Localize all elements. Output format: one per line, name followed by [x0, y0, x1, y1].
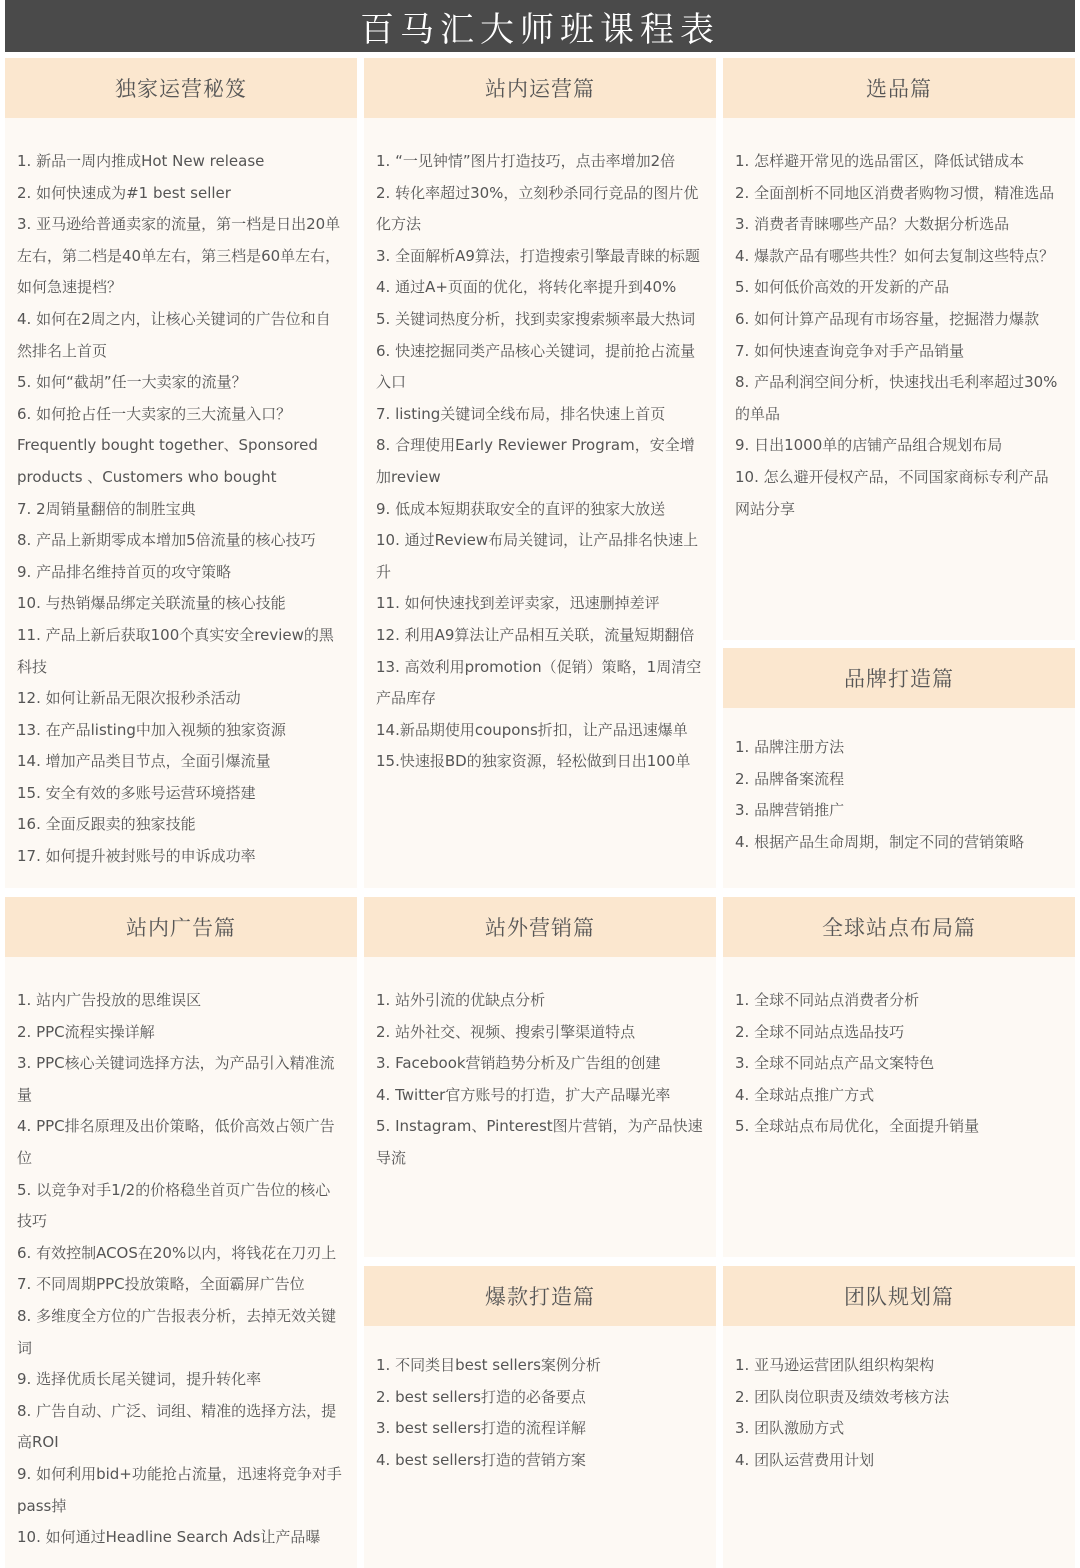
section-brand — [723, 648, 1075, 888]
list-item: 2. 站外社交、视频、搜索引擎渠道特点 — [376, 1022, 636, 1041]
section-onsite-ops — [364, 58, 716, 888]
list-item: 4. Twitter官方账号的打造，扩大产品曝光率 — [376, 1085, 671, 1104]
list-item: 3. Facebook营销趋势分析及广告组的创建 — [376, 1054, 661, 1073]
list-item: 10. 如何通过Headline Search Ads让产品曝 — [17, 1528, 321, 1547]
section-header: 站内运营篇 — [364, 58, 716, 118]
list-item: 1. 站外引流的优缺点分析 — [376, 991, 546, 1009]
list-item: 12. 如何让新品无限次报秒杀活动 — [17, 689, 241, 708]
list-item: 2. best sellers打造的必备要点 — [376, 1387, 586, 1406]
item-list — [5, 118, 357, 873]
list-item: 4. 全球站点推广方式 — [735, 1085, 875, 1104]
list-item: 1. 全球不同站点消费者分析 — [735, 991, 920, 1009]
section-team — [723, 1266, 1075, 1568]
list-item: 9. 如何利用bid+功能抢占流量，迅速将竞争对手pass掉 — [17, 1464, 342, 1515]
list-item: 2. 如何快速成为#1 best seller — [17, 183, 231, 202]
list-item: 10. 通过Review布局关键词，让产品排名快速上升 — [376, 531, 699, 581]
list-item: 5. 以竞争对手1/2的价格稳坐首页广告位的核心技巧 — [17, 1180, 331, 1231]
list-item: 5. 如何低价高效的开发新的产品 — [735, 278, 950, 297]
item-list — [723, 957, 1075, 1143]
list-item: 14. 增加产品类目节点，全面引爆流量 — [17, 752, 271, 771]
list-item: 9. 日出1000单的店铺产品组合规划布局 — [735, 436, 1003, 455]
list-item: 7. 2周销量翻倍的制胜宝典 — [17, 499, 196, 518]
item-list — [723, 118, 1075, 525]
list-item: 6. 如何抢占任一大卖家的三大流量入口？Frequently bought together、Sponsored products 、Customers who bought — [17, 404, 318, 486]
list-item: 10. 与热销爆品绑定关联流量的核心技能 — [17, 594, 286, 613]
section-bestseller — [364, 1266, 716, 1568]
section-header: 团队规划篇 — [723, 1266, 1075, 1326]
list-item: 5. 关键词热度分析，找到卖家搜索频率最大热词 — [376, 309, 696, 328]
item-list — [364, 957, 716, 1175]
list-item: 16. 全面反跟卖的独家技能 — [17, 815, 196, 834]
list-item: 5. Instagram、Pinterest图片营销，为产品快速导流 — [376, 1117, 703, 1167]
list-item: 2. 转化率超过30%，立刻秒杀同行竞品的图片优化方法 — [376, 183, 699, 234]
list-item: 4. 爆款产品有哪些共性？如何去复制这些特点？ — [735, 246, 1055, 265]
section-global — [723, 897, 1075, 1257]
section-header: 站内广告篇 — [5, 897, 357, 957]
section-header: 品牌打造篇 — [723, 648, 1075, 708]
list-item: 8. 产品利润空间分析，快速找出毛利率超过30%的单品 — [735, 373, 1058, 423]
list-item: 13. 在产品listing中加入视频的独家资源 — [17, 720, 286, 739]
list-item: 8. 产品上新期零成本增加5倍流量的核心技巧 — [17, 531, 316, 550]
list-item: 12. 利用A9算法让产品相互关联，流量短期翻倍 — [376, 625, 695, 644]
section-header: 独家运营秘笈 — [5, 58, 357, 118]
list-item: 9. 低成本短期获取安全的直评的独家大放送 — [376, 499, 666, 518]
list-item: 3. 全面解析A9算法，打造搜索引擎最青睐的标题 — [376, 246, 700, 265]
list-item: 3. 全球不同站点产品文案特色 — [735, 1054, 935, 1073]
list-item: 4. PPC排名原理及出价策略，低价高效占领广告位 — [17, 1117, 335, 1167]
list-item: 15. 安全有效的多账号运营环境搭建 — [17, 783, 256, 802]
item-list — [364, 1326, 716, 1476]
list-item: 15.快速报BD的独家资源，轻松做到日出100单 — [376, 752, 691, 771]
list-item: 4. 团队运营费用计划 — [735, 1450, 875, 1469]
section-selection — [723, 58, 1075, 640]
list-item: 4. 如何在2周之内，让核心关键词的广告位和自然排名上首页 — [17, 309, 331, 360]
section-exclusive — [5, 58, 357, 888]
item-list — [723, 708, 1075, 858]
list-item: 3. 消费者青睐哪些产品？大数据分析选品 — [735, 215, 1010, 234]
list-item: 2. PPC流程实操详解 — [17, 1022, 155, 1041]
list-item: 17. 如何提升被封账号的申诉成功率 — [17, 847, 256, 866]
list-item: 1. 新品一周内推成Hot New release — [17, 152, 265, 170]
list-item: 3. best sellers打造的流程详解 — [376, 1419, 586, 1438]
list-item: 4. 根据产品生命周期，制定不同的营销策略 — [735, 832, 1025, 851]
list-item: 2. 全面剖析不同地区消费者购物习惯，精准选品 — [735, 183, 1055, 202]
list-item: 9. 产品排名维持首页的攻守策略 — [17, 562, 232, 581]
list-item: 8. 多维度全方位的广告报表分析，去掉无效关键词 — [17, 1306, 337, 1357]
list-item: 11. 如何快速找到差评卖家，迅速删掉差评 — [376, 594, 660, 613]
section-offsite — [364, 897, 716, 1257]
item-list — [723, 1326, 1075, 1476]
list-item: 4. 通过A+页面的优化，将转化率提升到40% — [376, 278, 677, 297]
section-header: 全球站点布局篇 — [723, 897, 1075, 957]
list-item: 7. 如何快速查询竞争对手产品销量 — [735, 341, 965, 360]
list-item: 1. 站内广告投放的思维误区 — [17, 991, 202, 1009]
list-item: 7. listing关键词全线布局，排名快速上首页 — [376, 404, 666, 423]
list-item: 2. 全球不同站点选品技巧 — [735, 1022, 905, 1041]
list-item: 1. 亚马逊运营团队组织构架构 — [735, 1356, 935, 1374]
list-item: 14.新品期使用coupons折扣，让产品迅速爆单 — [376, 720, 688, 739]
list-item: 2. 品牌备案流程 — [735, 769, 845, 788]
list-item: 1. 怎样避开常见的选品雷区，降低试错成本 — [735, 152, 1025, 170]
list-item: 5. 如何“截胡”任一大卖家的流量？ — [17, 373, 247, 392]
list-item: 3. 亚马逊给普通卖家的流量，第一档是日出20单左右，第二档是40单左右，第三档是60单左右，如何急速提档？ — [17, 215, 341, 297]
list-item: 7. 不同周期PPC投放策略，全面霸屏广告位 — [17, 1275, 305, 1294]
list-item: 6. 如何计算产品现有市场容量，挖掘潜力爆款 — [735, 309, 1040, 328]
list-item: 4. best sellers打造的营销方案 — [376, 1450, 586, 1469]
list-item: 3. 品牌营销推广 — [735, 801, 845, 820]
list-item: 1. 品牌注册方法 — [735, 738, 845, 756]
section-header: 爆款打造篇 — [364, 1266, 716, 1326]
list-item: 13. 高效利用promotion（促销）策略，1周清空产品库存 — [376, 657, 702, 708]
section-header: 站外营销篇 — [364, 897, 716, 957]
list-item: 1. “一见钟情”图片打造技巧，点击率增加2倍 — [376, 152, 676, 170]
list-item: 3. 团队激励方式 — [735, 1419, 845, 1438]
item-list — [5, 957, 357, 1554]
list-item: 6. 有效控制ACOS在20%以内，将钱花在刀刃上 — [17, 1243, 337, 1262]
page-title: 百马汇大师班课程表 — [5, 0, 1075, 52]
list-item: 11. 产品上新后获取100个真实安全review的黑科技 — [17, 625, 334, 676]
list-item: 3. PPC核心关键词选择方法，为产品引入精准流量 — [17, 1054, 335, 1104]
list-item: 9. 选择优质长尾关键词，提升转化率 — [17, 1370, 262, 1389]
item-list — [364, 118, 716, 778]
list-item: 8. 广告自动、广泛、词组、精准的选择方法，提高ROI — [17, 1401, 337, 1452]
section-ads — [5, 897, 357, 1568]
list-item: 1. 不同类目best sellers案例分析 — [376, 1356, 601, 1374]
list-item: 8. 合理使用Early Reviewer Program，安全增加review — [376, 436, 695, 486]
section-header: 选品篇 — [723, 58, 1075, 118]
list-item: 6. 快速挖掘同类产品核心关键词，提前抢占流量入口 — [376, 341, 696, 392]
list-item: 5. 全球站点布局优化，全面提升销量 — [735, 1117, 980, 1136]
list-item: 2. 团队岗位职责及绩效考核方法 — [735, 1387, 950, 1406]
list-item: 10. 怎么避开侵权产品，不同国家商标专利产品网站分享 — [735, 467, 1049, 518]
